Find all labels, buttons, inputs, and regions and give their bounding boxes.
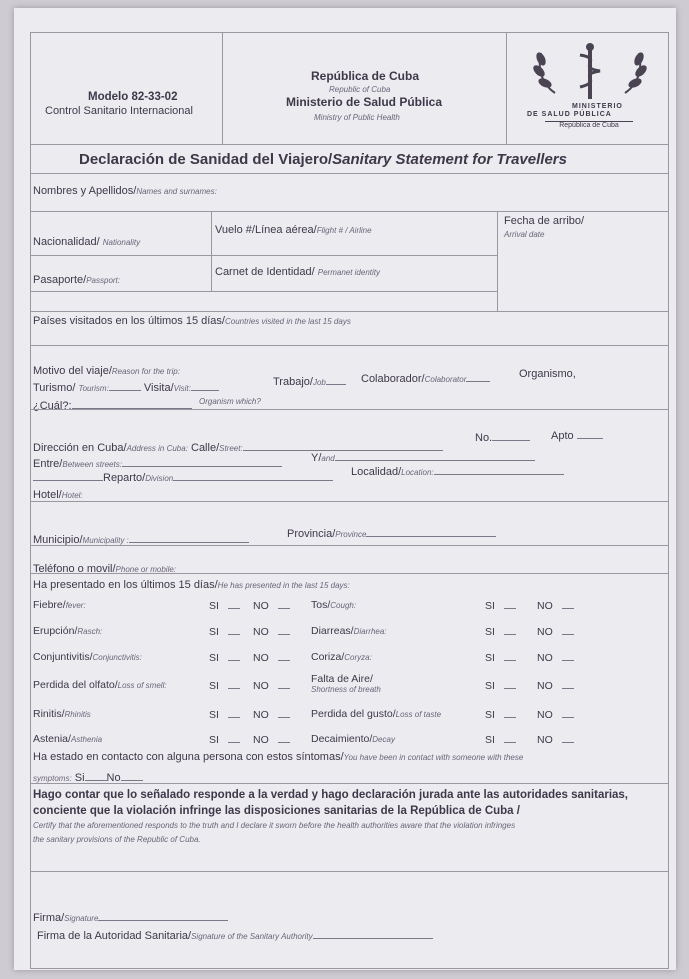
symptom-yes-option[interactable]: SI: [485, 651, 516, 664]
declaration-en-2: the sanitary provisions of the Republic of Cuba.: [33, 835, 201, 844]
presented-label: Ha presentado en los últimos 15 días/He has presented in the last 15 days:: [33, 579, 350, 591]
symptom-yes-option[interactable]: SI: [209, 679, 240, 692]
symptom-no-option[interactable]: NO: [537, 708, 574, 721]
and-street-field[interactable]: Y/and: [311, 451, 535, 464]
locality-field[interactable]: Localidad/Location:: [351, 465, 564, 478]
symptom-yes-option[interactable]: SI: [485, 708, 516, 721]
phone-field[interactable]: Teléfono o movil/Phone or mobile:: [33, 563, 177, 575]
control-label: Control Sanitario Internacional: [45, 105, 193, 117]
symptom-label: Fiebre/fever:: [33, 599, 86, 611]
tourism-option[interactable]: Turismo/ Tourism: Visita/Visit:: [33, 381, 219, 394]
symptom-label: Rinitis/Rhinitis: [33, 708, 91, 720]
symptom-label: Perdida del olfato/Loss of smell:: [33, 679, 167, 691]
form-title: Declaración de Sanidad del Viajero/Sanitary Statement for Travellers: [79, 151, 567, 168]
ministry-en: Ministry of Public Health: [314, 113, 400, 122]
id-card-field[interactable]: Carnet de Identidad/ Permanet identity: [215, 266, 381, 278]
symptom-label: Falta de Aire/ Shortness of breath: [311, 673, 381, 694]
symptom-label: Perdida del gusto/Loss of taste: [311, 708, 442, 720]
caduceus-icon: [515, 41, 665, 105]
symptom-no-option[interactable]: NO: [537, 733, 574, 746]
symptom-label: Astenia/Asthenia: [33, 733, 103, 745]
passport-field[interactable]: Pasaporte/Passport:: [33, 274, 120, 286]
organism-option[interactable]: Organismo,: [519, 368, 576, 380]
municipality-field[interactable]: Municipio/Municipality :: [33, 533, 249, 546]
between-streets-field[interactable]: Entre/Between streets:: [33, 457, 282, 470]
symptom-yes-option[interactable]: SI: [209, 651, 240, 664]
symptom-yes-option[interactable]: SI: [209, 599, 240, 612]
symptom-no-option[interactable]: NO: [537, 651, 574, 664]
ministry-es: Ministerio de Salud Pública: [286, 95, 443, 109]
apartment-field[interactable]: Apto: [551, 429, 603, 442]
symptom-no-option[interactable]: NO: [537, 679, 574, 692]
symptom-no-option[interactable]: NO: [253, 679, 290, 692]
symptom-yes-option[interactable]: SI: [485, 625, 516, 638]
symptom-yes-option[interactable]: SI: [485, 679, 516, 692]
symptom-label: Tos/Cough:: [311, 599, 357, 611]
contact-answer[interactable]: symptoms: Si No: [33, 771, 143, 784]
symptom-yes-option[interactable]: SI: [485, 599, 516, 612]
symptom-yes-option[interactable]: SI: [209, 733, 240, 746]
sanitary-form: Modelo 82-33-02 Control Sanitario Internacional República de Cuba Republic of Cuba Ministerio de Salud Pública Ministry of Public Health MINISTERIO DE SALUD PÚBLICA República de Cuba Declaración de Sanidad del Viajero/Sanitary Statement for Travellers Nombres y Apellidos/Names and surnames: Nacionalidad/ Nationality Vuelo #/Línea aérea/Flight # / Airline Fecha de arribo/ Arrival date Pasaporte/Passport: Carnet de Identidad/ Permanet identity Países visitados en los últimos 15 días/Countries visited in the last 15 days Motivo del viaje/Reason for the trip: Turismo/ Tourism: Visita/Visit: Trabajo/Job Colaborador/Colaborator Organismo, ¿Cuál?: Organism which? Dirección en Cuba/Address in Cuba: Calle/Street: No. Apto Entre/Between streets: Y/and Reparto/Division Localidad/Location: Hotel/Hotel: Municipio/Municipality : Provincia/Province Teléfono o movil/Phone or mobile: Ha presentado en los últimos 15 días/He has presented in the last 15 days: Fiebre/fever: SI NO Erupción/Rasch: SI NO Conjuntivitis/Conjunctivitis: SI NO Perdida del olfato/Loss of smell: SI NO Rinitis/Rhinitis SI NO Astenia/Asthenia SI NO Tos/Cough: SI NO Diarreas/Diarrhea: SI NO Coriza/Coryza: SI NO Falta de Aire/ Shortness of breath SI NO Perdida del gusto/Loss of taste SI NO Decaimiento/Decay SI NO Ha estado en contacto con alguna persona con estos síntomas/You have been in contact with someone with these symptoms: Si No Hago contar que lo señalado responde a la verdad y hago declaración jurada ante las autoridades sanitarias, conciente que la violación infringe las disposiciones sanitarias de la República de Cuba / Certify that the aforementioned responds to the truth and I declare it sworn before the health authorities aware that the violation infringes the sanitary provisions of the Republic of Cuba. Firma/Signature Firma de la Autoridad Sanitaria/Signature of the Sanitary Authority: [30, 32, 669, 969]
flight-field[interactable]: Vuelo #/Línea aérea/Flight # / Airline: [215, 224, 372, 236]
symptom-no-option[interactable]: NO: [253, 733, 290, 746]
arrival-date-field[interactable]: Fecha de arribo/: [504, 215, 585, 227]
symptom-yes-option[interactable]: SI: [209, 625, 240, 638]
symptom-label: Conjuntivitis/Conjunctivitis:: [33, 651, 142, 663]
symptom-label: Erupción/Rasch:: [33, 625, 103, 637]
declaration-en-1: Certify that the aforementioned responds to the truth and I declare it sworn before the health authorities aware that the violation infringes: [33, 821, 516, 830]
division-field[interactable]: Reparto/Division: [33, 471, 333, 484]
symptom-label: Coriza/Coryza:: [311, 651, 372, 663]
number-field[interactable]: No.: [475, 431, 530, 444]
symptom-yes-option[interactable]: SI: [209, 708, 240, 721]
authority-signature-field[interactable]: Firma de la Autoridad Sanitaria/Signature of the Sanitary Authority: [37, 929, 433, 942]
trip-reason-label: Motivo del viaje/Reason for the trip:: [33, 365, 180, 377]
symptom-no-option[interactable]: NO: [253, 651, 290, 664]
collaborator-option[interactable]: Colaborador/Colaborator: [361, 372, 490, 385]
republic-en: Republic of Cuba: [329, 85, 391, 94]
symptom-label: Diarreas/Diarrhea:: [311, 625, 387, 637]
nationality-field[interactable]: Nacionalidad/ Nationality: [33, 236, 141, 248]
declaration-es-2: conciente que la violación infringe las disposiciones sanitarias de la República de Cuba /: [33, 805, 520, 817]
hotel-field[interactable]: Hotel/Hotel:: [33, 489, 83, 501]
countries-field[interactable]: Países visitados en los últimos 15 días/Countries visited in the last 15 days: [33, 315, 351, 327]
republic-es: República de Cuba: [311, 69, 420, 83]
symptom-no-option[interactable]: NO: [253, 625, 290, 638]
symptom-no-option[interactable]: NO: [537, 625, 574, 638]
form-sheet: [14, 8, 676, 970]
model-number: Modelo 82-33-02: [88, 91, 178, 103]
province-field[interactable]: Provincia/Province: [287, 527, 496, 540]
symptom-no-option[interactable]: NO: [253, 599, 290, 612]
names-field[interactable]: Nombres y Apellidos/Names and surnames:: [33, 185, 217, 197]
symptom-yes-option[interactable]: SI: [485, 733, 516, 746]
symptom-no-option[interactable]: NO: [253, 708, 290, 721]
contact-question: Ha estado en contacto con alguna persona con estos síntomas/You have been in contact with someone with these: [33, 751, 524, 763]
symptom-no-option[interactable]: NO: [537, 599, 574, 612]
which-organism-field[interactable]: ¿Cuál?:: [33, 399, 192, 412]
signature-field[interactable]: Firma/Signature: [33, 911, 228, 924]
declaration-es-1: Hago contar que lo señalado responde a la verdad y hago declaración jurada ante las autoridades sanitarias,: [33, 789, 628, 801]
work-option[interactable]: Trabajo/Job: [273, 375, 346, 388]
symptom-label: Decaimiento/Decay: [311, 733, 395, 745]
ministry-logo: MINISTERIO DE SALUD PÚBLICA República de Cuba: [515, 41, 665, 141]
address-field[interactable]: Dirección en Cuba/Address in Cuba: Calle/Street:: [33, 441, 443, 454]
